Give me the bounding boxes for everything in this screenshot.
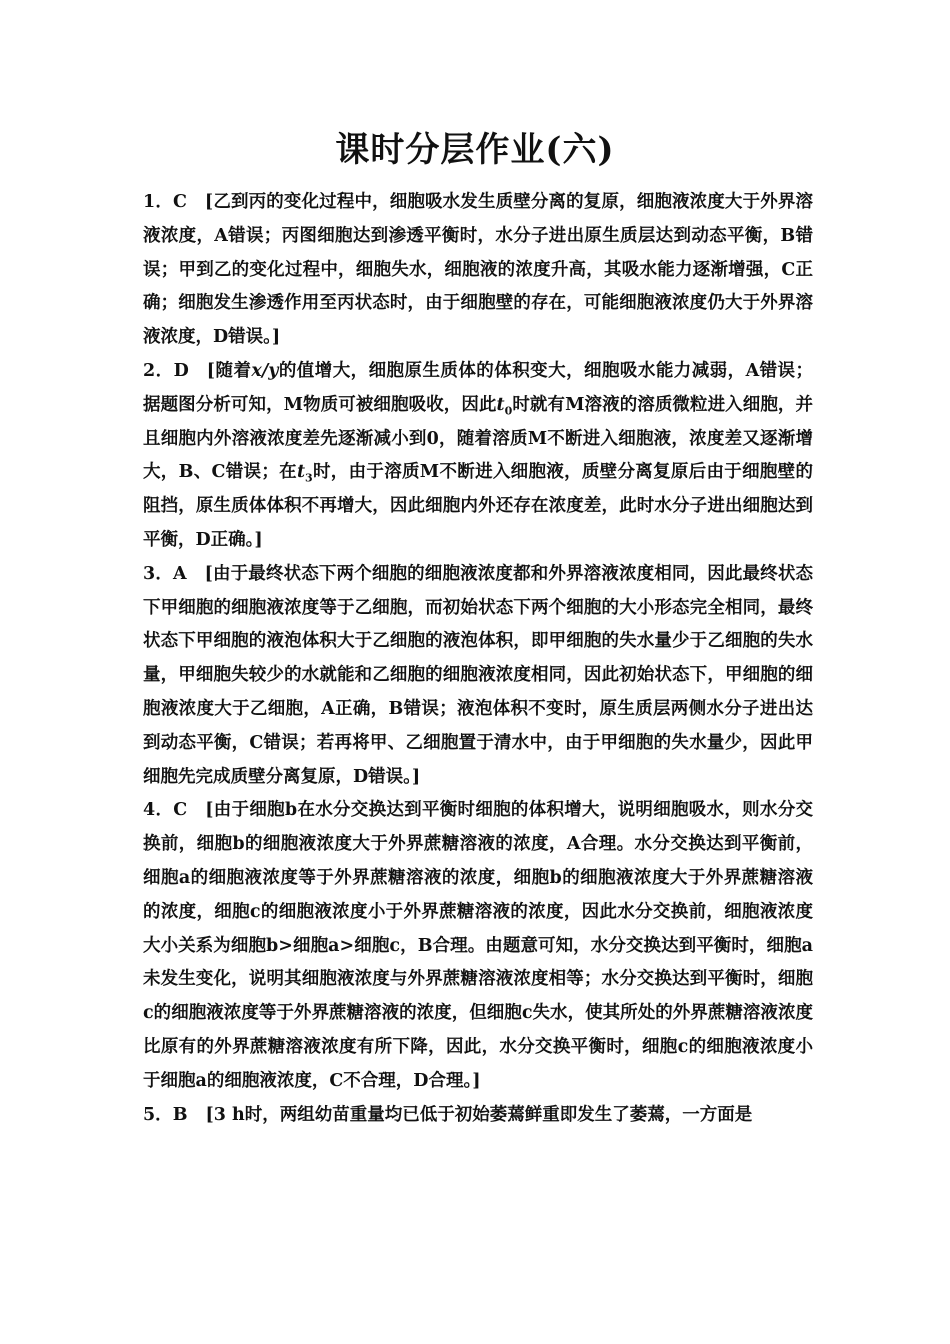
item-explanation: [3 h时，两组幼苗重量均已低于初始萎蔫鲜重即发生了萎蔫，一方面是 [205, 1104, 753, 1125]
page-title: 课时分层作业(六) [335, 130, 615, 170]
item-explanation-part: [随着 [206, 360, 252, 381]
item-number: 5． [143, 1104, 173, 1125]
item-answer: B [172, 1104, 188, 1125]
answer-item-4 [143, 794, 813, 1098]
item-number: 2． [143, 360, 174, 381]
item-explanation-part: 时就有M溶液的溶质微粒进入细胞，并且细胞内外溶液浓度差先逐渐减小到0，随着溶质M不断进入细胞液，浓度差又逐渐增大，B、C错误；在 [143, 394, 813, 483]
item-answer: C [172, 192, 187, 212]
answer-item-1 [143, 186, 813, 355]
item-explanation-part: 时，由于溶质M不断进入细胞液，质壁分离复原后由于细胞壁的阻挡，原生质体体积不再增大，因此细胞内外还存在浓度差，此时水分子进出细胞达到平衡，D正确。] [143, 462, 813, 550]
item-answer: C [173, 800, 188, 821]
subscript-3: 3 [305, 471, 313, 485]
answer-item-5 [143, 1099, 813, 1133]
answer-body [143, 186, 813, 1132]
item-explanation-part: 的值增大，细胞原生质体的体积变大，细胞吸水能力减弱，A错误；据题图分析可知，M物质可被细胞吸收，因此 [143, 360, 813, 415]
item-number: 1． [143, 192, 173, 212]
variable-t: t [496, 394, 505, 415]
item-explanation: [由于细胞b在水分交换达到平衡时细胞的体积增大，说明细胞吸水，则水分交换前，细胞b的细胞液浓度大于外界蔗糖溶液的浓度，A合理。水分交换达到平衡前，细胞a的细胞液浓度等于外界蔗糖溶液的浓度，细胞b的细胞液浓度大于外界蔗糖溶液的浓度，细胞c的细胞液浓度小于外界蔗糖溶液的浓度，因此水分交换前，细胞液浓度大小关系为细胞b>细胞a>细胞c，B合理。由题意可知，水分交换达到平衡时，细胞a未发生变化，说明其细胞液浓度与外界蔗糖溶液浓度相等；水分交换达到平衡时，细胞c的细胞液浓度等于外界蔗糖溶液的浓度，但细胞c失水，使其所处的外界蔗糖溶液浓度比原有的外界蔗糖溶液浓度有所下降，因此，水分交换平衡时，细胞c的细胞液浓度小于细胞a的细胞液浓度，C不合理，D合理。] [143, 800, 814, 1091]
variable-xy: x/y [251, 360, 279, 381]
variable-t: t [296, 462, 306, 483]
subscript-0: 0 [504, 404, 513, 418]
item-explanation: [乙到丙的变化过程中，细胞吸水发生质壁分离的复原，细胞液浓度大于外界溶液浓度，A错误；丙图细胞达到渗透平衡时，水分子进出原生质层达到动态平衡，B错误；甲到乙的变化过程中，细胞失水，细胞液的浓度升高，其吸水能力逐渐增强，C正确；细胞发生渗透作用至丙状态时，由于细胞壁的存在，可能细胞液浓度仍大于外界溶液浓度，D错误。] [143, 192, 813, 348]
answer-item-3 [143, 558, 813, 795]
item-answer: D [173, 360, 189, 381]
item-answer: A [172, 563, 187, 584]
item-number: 4． [143, 800, 174, 821]
item-explanation: [由于最终状态下两个细胞的细胞液浓度都和外界溶液浓度相同，因此最终状态下甲细胞的细胞液浓度等于乙细胞，而初始状态下两个细胞的大小形态完全相同，最终状态下甲细胞的液泡体积大于乙细胞的液泡体积，即甲细胞的失水量少于乙细胞的失水量，甲细胞失较少的水就能和乙细胞的细胞液浓度相同，因此初始状态下，甲细胞的细胞液浓度大于乙细胞，A正确，B错误；液泡体积不变时，原生质层两侧水分子进出达到动态平衡，C错误；若再将甲、乙细胞置于清水中，由于甲细胞的失水量少，因此甲细胞先完成质壁分离复原，D错误。] [143, 563, 813, 787]
answer-item-2 [143, 355, 813, 558]
item-number: 3． [143, 563, 173, 584]
